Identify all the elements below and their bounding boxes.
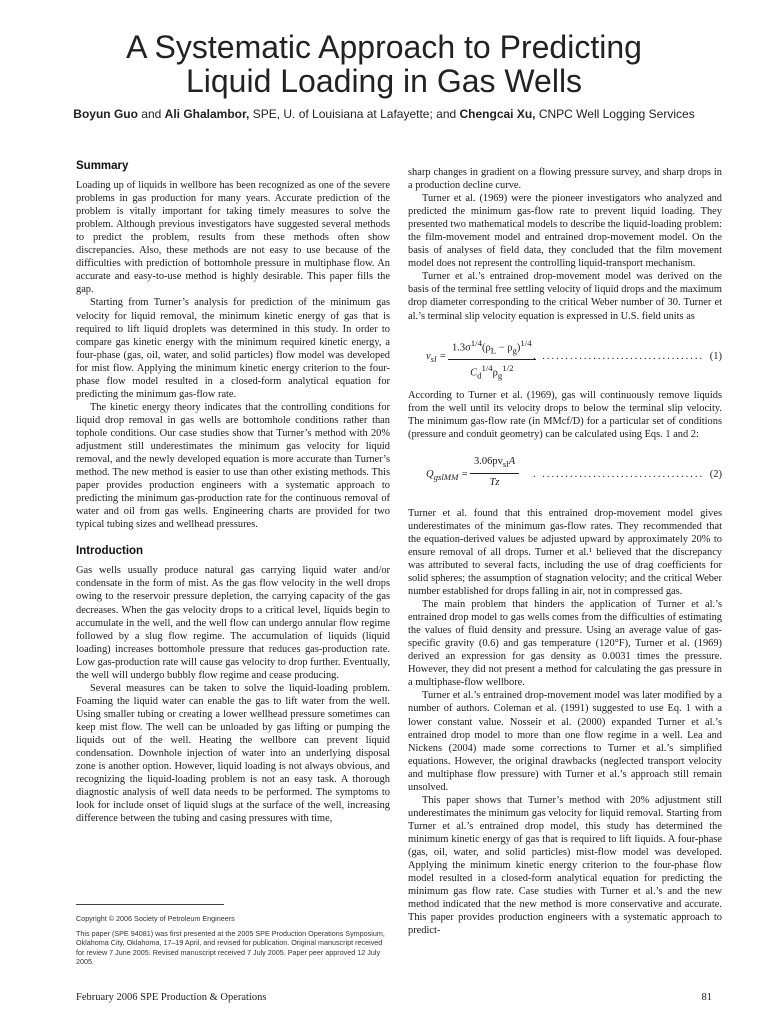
body-paragraph: Turner et al.’s entrained drop-movement model was derived on the basis of the terminal free settling velocity of liquid drops and the maximum drop diameter corresponding to the critical Weber number of 30. Turner et al.’s terminal slip velocity equation is expressed in U.S. field units as xyxy=(408,271,722,322)
equation-leader-dots: . ................................... xyxy=(533,350,704,362)
title-line-1: A Systematic Approach to Predicting xyxy=(126,29,642,65)
page-number: 81 xyxy=(701,992,712,1003)
footnote-divider xyxy=(76,904,224,905)
body-paragraph: Turner et al. found that this entrained drop-movement model gives underestimates of the minimum gas-flow rates. They recommended that the equation-derived values be adjusted upward by approximately 20% to ensure removal of all drops. Turner et al.¹ believed that the discrepancy was attributed to several facts, including the use of drag coefficients for solid spheres; the assumption of stagnation velocity; and the critical Weber number established for drops falling in air, not in compressed gas. xyxy=(408,507,722,598)
body-paragraph: According to Turner et al. (1969), gas will continuously remove liquids from the well until its velocity drops to below the terminal slip velocity. The minimum gas-flow rate (in MMcf/D) for a particular set of conditions (pressure and conduit geometry) can be calculated using Eqs. 1 and 2: xyxy=(408,389,722,440)
equation-2 xyxy=(408,451,722,499)
left-column xyxy=(76,160,390,825)
author-sep: and xyxy=(137,107,165,121)
affiliation-1: SPE, U. of Louisiana at Lafayette; and xyxy=(249,107,460,121)
copyright-note xyxy=(76,914,390,972)
equation-lhs: $v_{sl}$ = xyxy=(426,350,447,364)
equation-1 xyxy=(408,333,722,381)
body-paragraph: sharp changes in gradient on a flowing pressure survey, and sharp drops in a production decline curve. xyxy=(408,167,722,192)
equation-numerator: $1.3\sigma^{1/4}(\rho_L - \rho_g)^{1/4}$ xyxy=(448,337,536,361)
journal-footer: February 2006 SPE Production & Operations xyxy=(76,992,267,1003)
equation-fraction xyxy=(470,455,519,489)
equation-lhs: $Q_{gslMM}$ = xyxy=(426,468,469,482)
equation-number: (2) xyxy=(709,468,722,480)
equation-numerator: $3.06pv_{sl}A$ xyxy=(470,455,519,474)
summary-paragraph: Loading up of liquids in wellbore has been recognized as one of the severe problems in gas production for many years. Accurate prediction of the problem is vitally important for taking timely measures to solve the problem. Although previous investigators have suggested several methods to predict the problem, results from these methods often show discrepancies. Also, these methods are not easy to use because of the difficulties with prediction of bottomhole pressure in multiphase flow. An accurate and easy-to-use method is highly desirable. This paper fills the gap. xyxy=(76,180,390,296)
title-line-2: Liquid Loading in Gas Wells xyxy=(185,63,583,99)
copyright-line: Copyright © 2006 Society of Petroleum Engineers xyxy=(76,914,235,923)
summary-paragraph: Starting from Turner’s analysis for prediction of the minimum gas velocity for liquid removal, the minimum kinetic energy of gas that is required to lift liquid droplets was determined in this study. In order to compare gas kinetic energy with the minimum required kinetic energy, a four-phase (gas, oil, water, and solid particles) flow model was developed for mist flow. Applying the minimum kinetic energy criterion to the four-phase flow model resulted in a closed-form analytical equation for predicting the minimum gas-flow rate. xyxy=(76,297,390,400)
body-paragraph: Turner et al.’s entrained drop-movement model was later modified by a number of authors. Coleman et al. (1991) suggested to use Eq. 1 with a lower constant value. Nosseir et al. (2000) expanded Turner et al.’s entrained drop model to more than one flow regime in a well. Lea and Nickens (2004) made some corrections to Turner et al.’s simplified equations. However, the original drawbacks (neglected transport velocity and multiphase flow pressure) with Turner et al.’s approach still remain unsolved. xyxy=(408,690,722,793)
paper-title xyxy=(0,30,768,98)
right-column xyxy=(408,166,722,937)
introduction-heading: Introduction xyxy=(76,545,144,558)
intro-paragraph: Several measures can be taken to solve the liquid-loading problem. Foaming the liquid water can enable the gas to lift water from the well. Using smaller tubing or creating a lower wellhead pressure sometimes can keep mist flow. The well can be unloaded by gas lifting or pumping the liquids out of the well. Heating the wellbore can prevent liquid condensation. Downhole injection of water into an underlying disposal zone is another option. However, liquid loading is not always obvious, and recognizing the liquid-loading problem is not an easy task. A thorough diagnostic analysis of well data needs to be performed. The symptoms to look for include onset of liquid slugs at the surface of the well, increasing difference between the tubing and casing pressures with time, xyxy=(76,682,390,825)
author-2: Ali Ghalambor, xyxy=(164,107,250,121)
equation-number: (1) xyxy=(709,350,722,362)
equation-leader-dots: . ................................... xyxy=(533,468,704,480)
body-paragraph: The main problem that hinders the application of Turner et al.’s entrained drop model to gas wells comes from the difficulties of estimating the values of fluid density and pressure. Using an average value of gas-specific gravity (0.6) and gas temperature (120°F), Turner et al. (1969) derived an expression for gas density as 0.0031 times the pressure. However, they did not present a method for calculating the gas pressure in a multiphase-flow wellbore. xyxy=(408,599,722,689)
publication-note: This paper (SPE 94081) was first presented at the 2005 SPE Production Operations Symposium, Oklahoma City, Oklahoma, 17–19 April, and revised for publication. Original manuscript received for review 7 June 2005. Revised manuscript received 7 July 2005. Paper peer approved 12 July 2005. xyxy=(76,929,385,966)
body-paragraph: This paper shows that Turner’s method with 20% adjustment still underestimates the minimum gas velocity for liquid removal. Starting from Turner et al.’s entrained drop model, this study has determined the minimum kinetic energy of gas that is required to lift liquids. A four-phase (gas, oil, water, and solid particles) mist-flow model was developed. Applying the minimum kinetic energy criterion to the four-phase flow model resulted in a closed-form analytical equation for predicting the minimum gas flow rate. Case studies with Turner et al.’s and the new method indicated that the new method is more conservative and accurate. This paper provides production engineers with a systematic approach to predict- xyxy=(408,794,722,937)
body-paragraph: Turner et al. (1969) were the pioneer investigators who analyzed and predicted the minimum gas-flow rate to prevent liquid loading. They presented two mathematical models to describe the liquid-loading problem: the film-movement model and entrained drop-movement model. On the basis of analyses of field data, they concluded that the film movement model does not represent the controlling liquid-transport mechanism. xyxy=(408,193,722,270)
author-1: Boyun Guo xyxy=(73,107,138,121)
author-line xyxy=(0,107,768,121)
equation-denominator: $C_d^{1/4}\rho_g^{1/2}$ xyxy=(470,363,514,381)
summary-paragraph: The kinetic energy theory indicates that the controlling conditions for liquid drop removal in gas wells are bottomhole conditions rather than tophole conditions. Our case studies show that Turner’s method with 20% adjustment still underestimates the minimum gas velocity for liquid removal, and the newly developed equation is more accurate than Turner’s method. The new method is easier to use than other existing methods. This paper provides production engineers with a systematic approach to predicting the minimum gas-production rate for the continuous removal of water and oil from gas wells. Engineering charts are provided for two typical tubing sizes and wellhead pressures. xyxy=(76,401,390,531)
intro-paragraph: Gas wells usually produce natural gas carrying liquid water and/or condensate in the form of mist. As the gas flow velocity in the well drops owing to the reservoir pressure depletion, the carrying capacity of the gas decreases. When the gas velocity drops to a critical level, liquids begin to accumulate in the well, and the well flow can undergo annular flow regime followed by a slug flow regime. The accumulation of liquids (liquid loading) increases bottomhole pressure that reduces gas-production rate. Low gas-production rate will cause gas velocity to drop further. Eventually, the well will undergo bubbly flow regime and cease producing. xyxy=(76,565,390,681)
author-3: Chengcai Xu, xyxy=(459,107,536,121)
equation-denominator: Tz xyxy=(489,476,500,488)
summary-heading: Summary xyxy=(76,160,129,172)
equation-fraction xyxy=(448,337,536,383)
affiliation-2: CNPC Well Logging Services xyxy=(535,107,695,121)
